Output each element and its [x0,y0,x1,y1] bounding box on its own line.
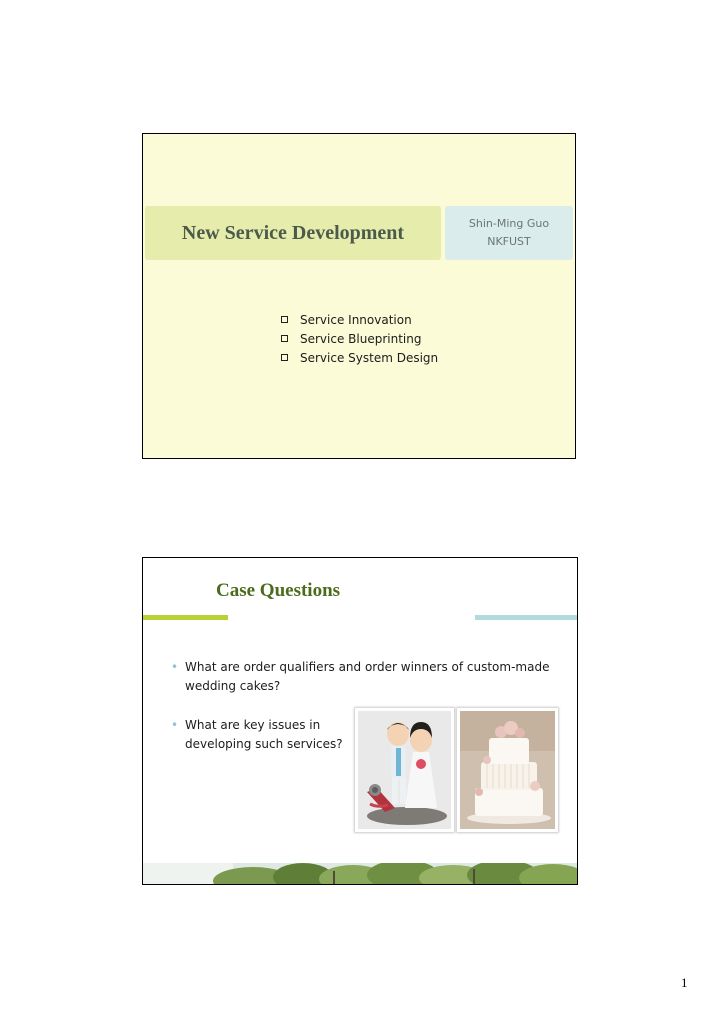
square-bullet-icon [281,316,288,323]
slide-2 [142,557,578,885]
slide-1 [142,133,576,459]
topic-list [281,310,438,367]
bullet-dot-icon: • [171,718,179,732]
accent-rule-green [143,615,228,620]
topic-label: Service System Design [300,350,439,365]
topic-label: Service Innovation [300,312,412,327]
tree-banner-image [143,863,578,885]
question-text: What are order qualifiers and order winners of custom-made wedding cakes? [185,660,550,693]
cake-topper-photo [355,708,454,832]
page-number: 1 [681,975,688,990]
author-name: Shin-Ming Guo [468,217,550,230]
title-band [145,206,441,260]
topic-label: Service Blueprinting [300,331,422,346]
list-item [281,348,438,367]
author-band [445,206,573,260]
square-bullet-icon [281,354,288,361]
question-text: What are key issues in developing such services? [185,718,343,751]
slide-title: Case Questions [216,580,341,601]
cake-topper-illustration [355,708,454,832]
bullet-dot-icon: • [171,660,179,674]
question-item [171,658,555,696]
list-item [281,310,438,329]
question-item [171,716,355,754]
author-affiliation: NKFUST [487,235,531,248]
square-bullet-icon [281,335,288,342]
wedding-cake-photo [457,708,558,832]
slide-title: New Service Development [181,221,405,244]
list-item [281,329,438,348]
wedding-cake-illustration [457,708,558,832]
accent-rule-blue [475,615,577,620]
